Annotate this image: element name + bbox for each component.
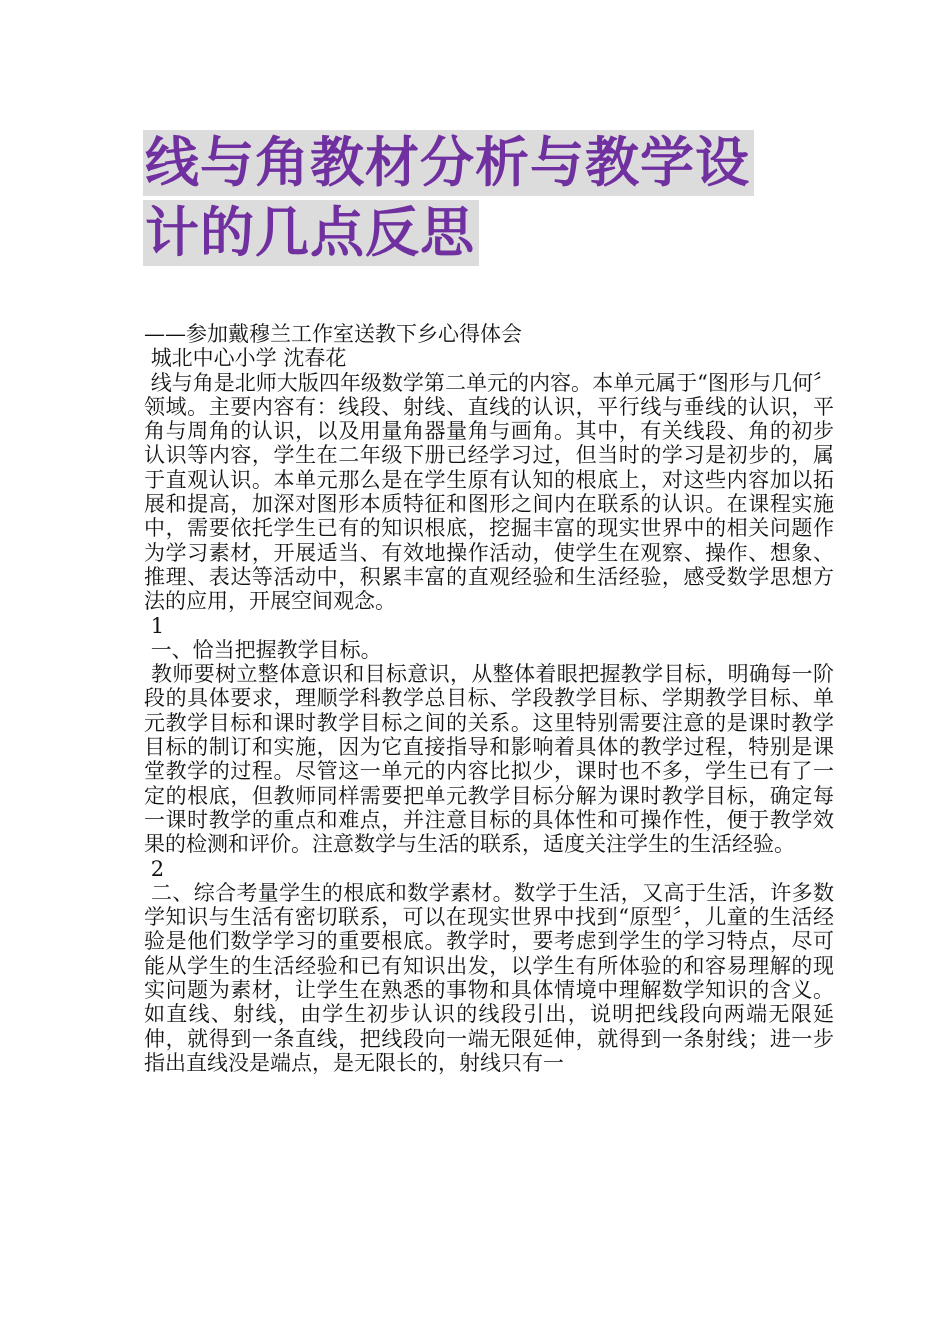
subtitle: ——参加戴穆兰工作室送教下乡心得体会 [144,322,522,346]
author-line: 城北中心小学 沈春花 [144,346,347,371]
section-number-1: 1 [144,613,165,638]
document-title [143,130,823,270]
paragraph-intro: 线与角是北师大版四年级数学第二单元的内容。本单元属于“图形与几何〞领域。主要内容有：线段、射线、直线的认识，平行线与垂线的认识，平角与周角的认识，以及用量角器量角与画角。其中，有关线段、角的初步认识等内容，学生在二年级下册已经学习过，但当时的学习是初步的，属于直观认识。本单元那么是在学生原有认知的根底上，对这些内容加以拓展和提高，加深对图形本质特征和图形之间内在联系的认识。在课程实施中，需要依托学生已有的知识根底，挖掘丰富的现实世界中的相关问题作为学习素材，开展适当、有效地操作活动，使学生在观察、操作、想象、推理、表达等活动中，积累丰富的直观经验和生活经验，感受数学思想方法的应用，开展空间观念。 [144,370,834,614]
section-number-2: 2 [144,856,165,881]
section-heading-1: 一、恰当把握教学目标。 [144,637,382,662]
title-line-2: 计的几点反思 [143,200,479,266]
paragraph-section-2: 二、综合考量学生的根底和数学素材。数学于生活，又高于生活，许多数学知识与生活有密切联系，可以在现实世界中找到“原型〞，儿童的生活经验是他们数学学习的重要根底。教学时，要考虑到学生的学习特点，尽可能从学生的生活经验和已有知识出发，以学生有所体验的和容易理解的现实问题为素材，让学生在熟悉的事物和具体情境中理解数学知识的含义。如直线、射线，由学生初步认识的线段引出，说明把线段向两端无限延伸，就得到一条直线，把线段向一端无限延伸，就得到一条射线；进一步指出直线没是端点，是无限长的，射线只有一 [144,880,834,1075]
paragraph-section-1: 教师要树立整体意识和目标意识，从整体着眼把握教学目标，明确每一阶段的具体要求，理顺学科教学总目标、学段教学目标、学期教学目标、单元教学目标和课时教学目标之间的关系。这里特别需要注意的是课时教学目标的制订和实施，因为它直接指导和影响着具体的教学过程，特别是课堂教学的过程。尽管这一单元的内容比拟少，课时也不多，学生已有了一定的根底，但教师同样需要把单元教学目标分解为课时教学目标，确定每一课时教学的重点和难点，并注意目标的具体性和可操作性，便于教学效果的检测和评价。注意数学与生活的联系，适度关注学生的生活经验。 [144,662,834,857]
title-line-1: 线与角教材分析与教学设 [143,130,754,196]
document-body [144,322,834,1075]
